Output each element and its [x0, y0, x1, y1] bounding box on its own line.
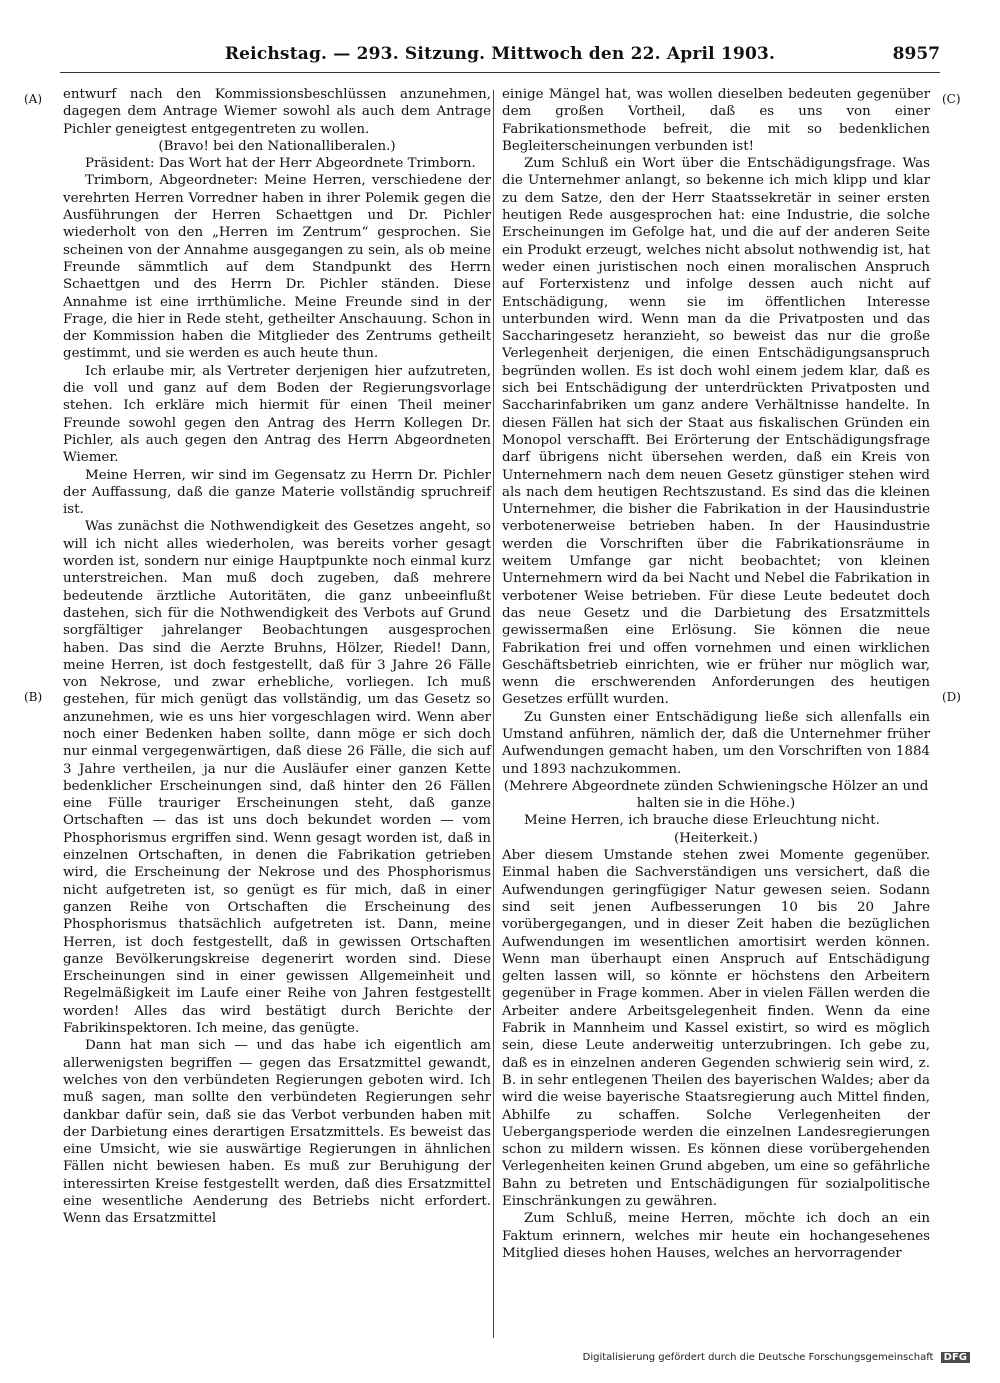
paragraph: Zu Gunsten einer Entschädigung ließe sich allenfalls ein Umstand anführen, nämlich der, daß die Unternehmer früher Aufwendungen gemacht haben, um den Vorschriften von 1884 und 1893 nachzukommen. [502, 709, 930, 777]
header-rule [60, 72, 940, 73]
column-divider [493, 90, 494, 1338]
margin-marker-a: (A) [24, 92, 43, 106]
paragraph: Ich erlaube mir, als Vertreter derjenigen hier aufzutreten, die voll und ganz auf dem Boden der Regierungsvorlage stehen. Ich erkläre mich hiermit für einen Theil meiner Freunde sowohl gegen den Antrag des Herrn Kollegen Dr. Pichler, als auch gegen den Antrag des Herrn Abgeordneten Wiemer. [63, 363, 491, 466]
paragraph: (Heiterkeit.) [674, 830, 758, 846]
paragraph: Dann hat man sich — und das habe ich eigentlich am allerwenigsten begriffen — gegen das Ersatzmittel gewandt, welches von den verbündeten Regierungen geboten wird. Ich muß sagen, man sollte den verbündeten Regierungen sehr dankbar dafür sein, daß sie das Verbot verbunden haben mit der Darbietung eines derartigen Ersatzmittels. Es beweist das eine Umsicht, wie sie auswärtige Regierungen in ähnlichen Fällen nicht bewiesen haben. Es muß zur Beruhigung der interessirten Kreise festgestellt werden, daß dies Ersatzmittel eine wesentliche Aenderung des Betriebs nicht erfordert. Wenn das Ersatzmittel [63, 1038, 491, 1227]
header-title: Reichstag. — 293. Sitzung. Mittwoch den 22. April 1903. [224, 44, 776, 64]
paragraph: Was zunächst die Nothwendigkeit des Gesetzes angeht, so will ich nicht alles wiederholen, was bereits vorher gesagt worden ist, sondern nur einige Hauptpunkte noch einmal kurz unterstreichen. Man muß doch zugeben, daß mehrere bedeutende ärztliche Autoritäten, die ganz unbeeinflußt dastehen, sich für die Nothwendigkeit des Verbots auf Grund sorgfältiger jahrelanger Beobachtungen ausgesprochen haben. Das sind die Aerzte Bruhns, Hölzer, Riedel! Dann, meine Herren, ist doch festgestellt, daß für 3 Jahre 26 Fälle von Nekrose, und zwar erhebliche, vorliegen. Ich muß gestehen, für mich genügt das vollständig, um das Gesetz so anzunehmen, wie es uns hier vorgeschlagen wird. Wenn aber noch einer Bedenken haben sollte, dann möge er sich doch nur einmal vergegenwärtigen, daß diese 26 Fälle, die sich auf 3 Jahre vertheilen, ja nur die Ausläufer einer ganzen Kette bedenklicher Erscheinungen sind, daß hinter den 26 Fällen eine Fülle trauriger Erscheinungen steht, daß ganze Ortschaften — das ist uns doch bekundet worden — vom Phosphorismus ergriffen sind. Wenn gesagt worden ist, daß in einzelnen Ortschaften, in denen die Fabrikation getrieben wird, die Erscheinung der Nekrose und des Phosphorismus nicht aufgetreten ist, so genügt es für mich, daß in einer ganzen Reihe von Ortschaften die Erscheinung des Phosphorismus thatsächlich aufgetreten ist. Dann, meine Herren, ist doch festgestellt, daß in gewissen Ortschaften ganze Bevölkerungskreise degenerirt worden sind. Diese Erscheinungen sind in einer gewissen Allgemeinheit und Regelmäßigkeit im Laufe einer Reihe von Jahren festgestellt worden! Alles das wird bestätigt durch Berichte der Fabrikinspektoren. Ich meine, das genügte. [63, 519, 491, 1037]
page-number: 8957 [892, 44, 940, 64]
running-header [60, 44, 940, 70]
paragraph: Aber diesem Umstande stehen zwei Momente gegenüber. Einmal haben die Sachverständigen uns versichert, daß die Aufwendungen geringfügiger Natur gewesen seien. Sodann sind seit jenen Aufbesserungen 10 bis 20 Jahre vorübergegangen, und in dieser Zeit haben die bezüglichen Aufwendungen im wesentlichen amortisirt werden können. Wenn man überhaupt einen Anspruch auf Entschädigung gelten lassen will, so könnte er höchstens den Arbeitern gegenüber in Frage kommen. Aber in vielen Fällen werden die Arbeiter andere Arbeitsgelegenheit finden. Wenn da eine Fabrik in Mannheim und Kassel existirt, so wird es möglich sein, diese Leute anderweitig unterzubringen. Ich gebe zu, daß es in einzelnen anderen Gegenden schwierig sein wird, z. B. in sehr entlegenen Theilen des bayerischen Waldes; aber da wird die weise bayerische Staatsregierung auch Mittel finden, Abhilfe zu schaffen. Solche Verlegenheiten der Uebergangsperiode werden die einzelnen Landesregierungen schon zu mildern wissen. Es können diese vorübergehenden Verlegenheiten keinen Grund abgeben, um eine so gefährliche Bahn zu betreten und Entschädigungen für sozialpolitische Einschränkungen zu gewähren. [502, 848, 930, 1209]
paragraph: (Bravo! bei den Nationalliberalen.) [158, 138, 396, 154]
paragraph: (Mehrere Abgeordnete zünden Schwieningsche Hölzer an und halten sie in die Höhe.) [503, 778, 929, 812]
margin-marker-d: (D) [942, 690, 961, 704]
paragraph: Meine Herren, wir sind im Gegensatz zu Herrn Dr. Pichler der Auffassung, daß die ganze Materie vollständig spruchreif ist. [63, 467, 491, 518]
dfg-logo: DFG [941, 1352, 970, 1363]
paragraph: Trimborn, Abgeordneter: Meine Herren, verschiedene der verehrten Herren Vorredner haben in ihrer Polemik gegen die Ausführungen der Herren Schaettgen und Dr. Pichler wiederholt von den „Herren im Zentrum“ gesprochen. Sie scheinen von der Annahme ausgegangen zu sein, als ob meine Freunde sämmtlich auf dem Standpunkt des Herrn Schaettgen und des Herrn Dr. Pichler ständen. Diese Annahme ist eine irrthümliche. Meine Freunde sind in der Frage, die hier in Rede steht, getheilter Anschauung. Schon in der Kommission haben die Mitglieder des Zentrums getheilt gestimmt, und sie werden es auch heute thun. [63, 173, 491, 362]
right-column [502, 86, 930, 1262]
left-column [63, 86, 491, 1228]
paragraph: einige Mängel hat, was wollen dieselben bedeuten gegenüber dem großen Vortheil, daß es uns von einer Fabrikationsmethode befreit, die mit so bedenklichen Begleiterscheinungen verbunden ist! [502, 87, 930, 154]
footer-credit [583, 1352, 970, 1363]
paragraph: Meine Herren, ich brauche diese Erleuchtung nicht. [524, 813, 880, 829]
paragraph: Zum Schluß ein Wort über die Entschädigungsfrage. Was die Unternehmer anlangt, so bekenne ich mich klipp und klar zu dem Satze, den der Herr Staatssekretär in seiner ersten heutigen Rede ausgesprochen hat: eine Industrie, die solche Erscheinungen im Gefolge hat, und die auf der anderen Seite ein Produkt erzeugt, welches nicht absolut nothwendig ist, hat weder einen juristischen noch einen moralischen Anspruch auf Forterxistenz und infolge dessen auch nicht auf Entschädigung, wenn sie im öffentlichen Interesse unterbunden wird. Wenn man da die Privatposten und das Saccharingesetz heranzieht, so beweist das nur die große Verlegenheit derjenigen, die einen Entschädigungsanspruch begründen wollen. Es ist doch wohl einem jedem klar, daß es sich bei Entschädigung der unterdrückten Privatposten und Saccharinfabriken um ganz andere Verhältnisse handelte. In diesen Fällen hat sich der Staat aus fiskalischen Gründen ein Monopol verschafft. Bei Erörterung der Entschädigungsfrage darf übrigens nicht übersehen werden, daß ein Kreis von Unternehmern nach dem neuen Gesetz günstiger stehen wird als nach dem heutigen Rechtszustand. Es sind das die kleinen Unternehmer, die bisher die Fabrikation in der Hausindustrie verbotenerweise betrieben haben. In der Hausindustrie werden die Vorschriften über die Fabrikationsräume in weitem Umfange gar nicht beobachtet; von kleinen Unternehmern wird da bei Nacht und Nebel die Fabrikation in verbotener Weise betrieben. Für diese Leute bedeutet doch das neue Gesetz und die Darbietung des Ersatzmittels gewissermaßen eine Erlösung. Sie können die neue Fabrikation frei und offen vornehmen und einen wirklichen Geschäftsbetrieb einrichten, wie er früher nur möglich war, wenn die erschwerenden Anforderungen des heutigen Gesetzes erfüllt wurden. [502, 156, 930, 708]
margin-marker-c: (C) [942, 92, 961, 106]
margin-marker-b: (B) [24, 690, 43, 704]
paragraph: entwurf nach den Kommissionsbeschlüssen anzunehmen, dagegen dem Antrage Wiemer sowohl als auch dem Antrage Pichler geneigtest entgegentreten zu wollen. [63, 87, 491, 137]
footer-text: Digitalisierung gefördert durch die Deutsche Forschungsgemeinschaft [582, 1352, 934, 1363]
paragraph: Zum Schluß, meine Herren, möchte ich doch an ein Faktum erinnern, welches mir heute ein hochangesehenes Mitglied dieses hohen Hauses, welches an hervorragender [502, 1211, 930, 1261]
paragraph: Präsident: Das Wort hat der Herr Abgeordnete Trimborn. [85, 156, 476, 172]
